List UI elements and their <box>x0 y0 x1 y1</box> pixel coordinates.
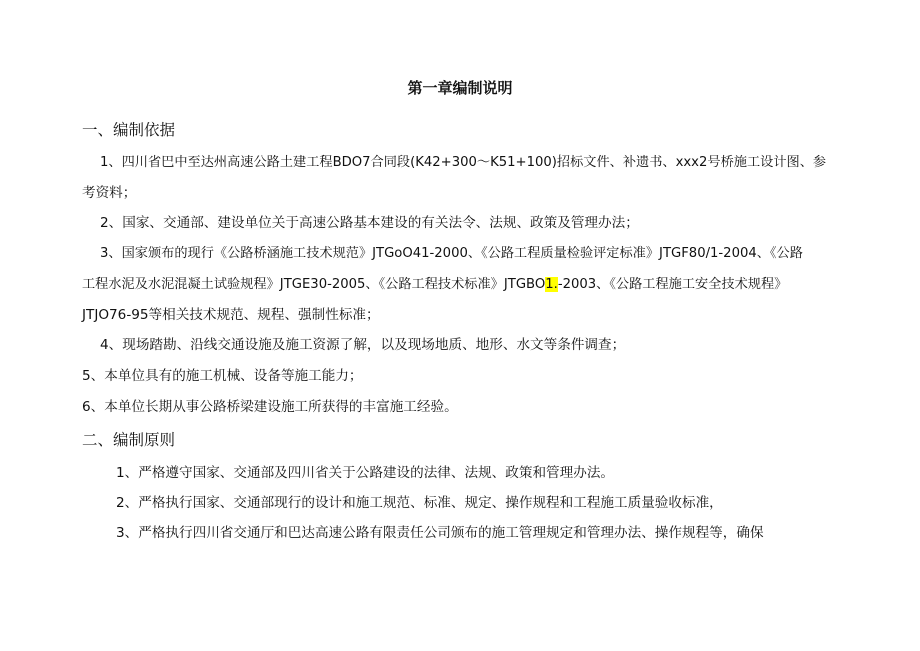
chapter-title: 第一章编制说明 <box>407 79 513 97</box>
basis-item-3-line-2-part-b: -2003、《公路工程施工安全技术规程》 <box>557 277 788 292</box>
section-heading-basis: 一、编制依据 <box>82 121 176 139</box>
principle-item-2: 2、严格执行国家、交通部现行的设计和施工规范、标准、规定、操作规程和工程施工质量验收标准， <box>116 495 723 511</box>
principle-item-1: 1、严格遵守国家、交通部及四川省关于公路建设的法律、法规、政策和管理办法。 <box>116 465 615 481</box>
highlighted-text: 1. <box>545 277 558 292</box>
basis-item-6: 6、本单位长期从事公路桥梁建设施工所获得的丰富施工经验。 <box>82 399 458 415</box>
basis-item-3-line-3: JTJO76-95等相关技术规范、规程、强制性标准； <box>82 307 380 323</box>
basis-item-4: 4、现场踏勘、沿线交通设施及施工资源了解，以及现场地质、地形、水文等条件调查； <box>100 337 626 353</box>
basis-item-1-line-1: 1、四川省巴中至达州高速公路土建工程BDO7合同段(K42+300～K51+100)招标文件、补遗书、xxx2号桥施工设计图、参 <box>100 155 827 170</box>
basis-item-2: 2、国家、交通部、建设单位关于高速公路基本建设的有关法令、法规、政策及管理办法； <box>100 215 639 231</box>
section-heading-principles: 二、编制原则 <box>82 431 176 449</box>
principle-item-3: 3、严格执行四川省交通厅和巴达高速公路有限责任公司颁布的施工管理规定和管理办法、操作规程等，确保 <box>116 525 764 541</box>
basis-item-3-line-2-part-a: 工程水泥及水泥混凝土试验规程》JTGE30-2005、《公路工程技术标准》JTGBO <box>82 277 546 292</box>
basis-item-5: 5、本单位具有的施工机械、设备等施工能力； <box>82 368 363 384</box>
basis-item-3-line-1: 3、国家颁布的现行《公路桥涵施工技术规范》JTGoO41-2000、《公路工程质量检验评定标准》JTGF80/1-2004、《公路 <box>100 246 803 261</box>
basis-item-1-line-2: 考资料； <box>82 185 137 201</box>
basis-item-3-line-2 <box>82 275 787 295</box>
